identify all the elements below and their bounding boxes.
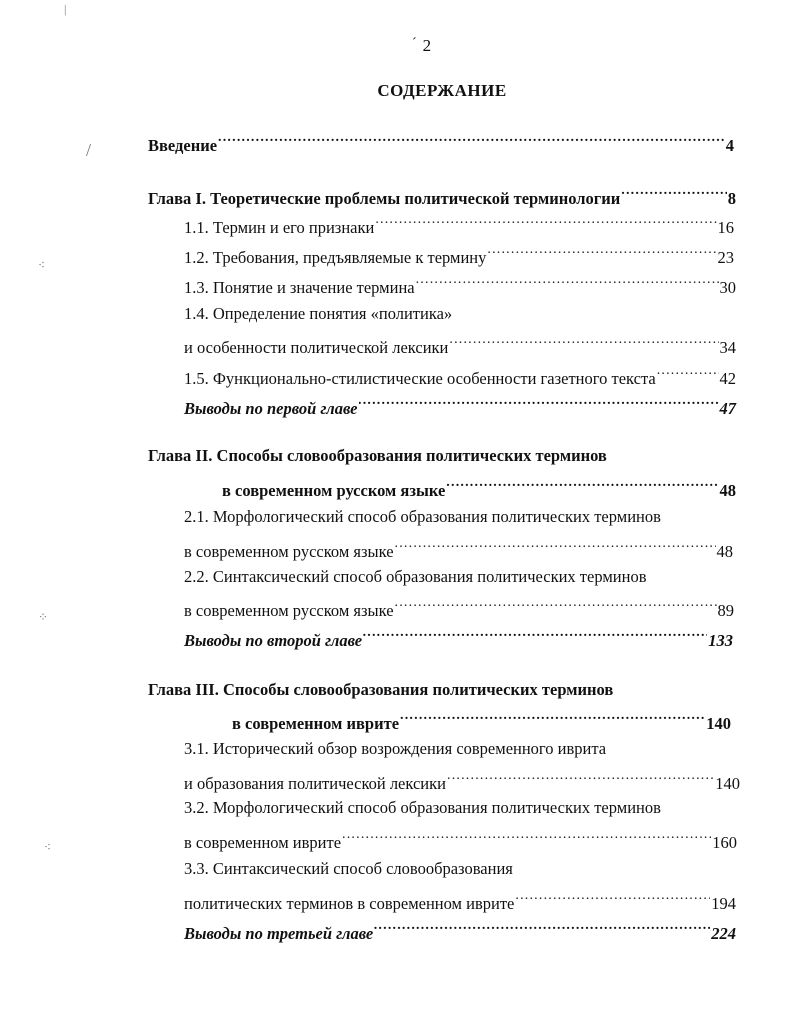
toc-entry-text: 1.5. Функционально-стилистические особенности газетного текста	[184, 369, 656, 388]
toc-page-number: 34	[719, 338, 736, 357]
dot-leader	[342, 828, 711, 848]
dot-leader	[363, 626, 707, 646]
toc-entry-intro[interactable]	[148, 131, 734, 156]
dot-leader	[447, 769, 714, 789]
scan-artifact: ⁖	[44, 840, 52, 854]
dot-leader	[657, 364, 719, 384]
toc-page-number: 4	[725, 136, 734, 155]
toc-entry-text: в современном русском языке	[184, 542, 394, 561]
toc-entry-text: Глава I. Теоретические проблемы политической терминологии	[148, 189, 621, 208]
toc-entry-text: в современном иврите	[184, 833, 342, 852]
dot-leader	[374, 919, 710, 939]
dot-leader	[487, 243, 716, 263]
toc-page-number: 8	[727, 189, 736, 208]
dot-leader	[449, 333, 718, 353]
toc-section-3-1-line1[interactable]: 3.1. Исторический обзор возрождения современного иврита	[184, 739, 607, 758]
toc-section-2-1-line1[interactable]: 2.1. Морфологический способ образования политических терминов	[184, 507, 661, 526]
scan-artifact: ⁖	[38, 258, 46, 272]
dot-leader	[395, 537, 716, 557]
page-title: СОДЕРЖАНИЕ	[377, 81, 507, 100]
dot-leader	[218, 131, 725, 151]
dot-leader	[395, 596, 717, 616]
dot-leader	[359, 394, 719, 414]
toc-section-3-2[interactable]	[184, 828, 737, 853]
toc-page-number: 16	[717, 218, 734, 237]
toc-section-1-3[interactable]	[184, 273, 736, 298]
dot-leader	[515, 889, 710, 909]
toc-conclusion-3[interactable]	[184, 919, 736, 944]
toc-section-2-2-line1[interactable]: 2.2. Синтаксический способ образования политических терминов	[184, 567, 647, 586]
dot-leader	[400, 709, 705, 729]
toc-section-3-3[interactable]	[184, 889, 736, 914]
toc-page-number: 30	[719, 278, 736, 297]
page-mark: ˊ	[412, 36, 417, 51]
scan-artifact: /	[86, 140, 92, 160]
dot-leader	[375, 213, 716, 233]
toc-page-number: 160	[712, 833, 737, 852]
toc-entry-text: в современном иврите	[232, 714, 400, 733]
toc-entry-text: 1.1. Термин и его признаки	[184, 218, 375, 237]
toc-page-number: 48	[716, 542, 733, 561]
toc-section-1-4[interactable]	[184, 333, 736, 358]
toc-chapter-3-line1[interactable]: Глава III. Способы словообразования политических терминов	[148, 680, 614, 699]
dot-leader	[621, 184, 726, 204]
toc-page-number: 140	[706, 714, 731, 733]
toc-section-3-2-line1[interactable]: 3.2. Морфологический способ образования политических терминов	[184, 798, 661, 817]
toc-page-number: 194	[711, 894, 736, 913]
scan-artifact: |	[64, 2, 67, 16]
toc-chapter-2[interactable]	[222, 476, 736, 501]
dot-leader	[416, 273, 719, 293]
toc-entry-text: Выводы по первой главе	[184, 399, 358, 418]
page-number-value: 2	[422, 36, 432, 55]
toc-entry-text: Выводы по третьей главе	[184, 924, 374, 943]
toc-page-number: 47	[719, 399, 736, 418]
toc-entry-text: и особенности политической лексики	[184, 338, 449, 357]
toc-page-number: 23	[717, 248, 734, 267]
toc-page-number: 140	[715, 774, 740, 793]
toc-section-1-1[interactable]	[184, 213, 734, 238]
toc-section-1-5[interactable]	[184, 364, 736, 389]
toc-conclusion-2[interactable]	[184, 626, 733, 651]
dot-leader	[446, 476, 718, 496]
toc-page-number: 224	[711, 924, 736, 943]
scan-artifact: ⁘	[38, 610, 49, 624]
toc-entry-text: в современном русском языке	[184, 601, 394, 620]
toc-page-number: 48	[719, 481, 736, 500]
toc-entry-text: в современном русском языке	[222, 481, 446, 500]
toc-chapter-1[interactable]	[148, 184, 736, 209]
toc-entry-text: и образования политической лексики	[184, 774, 446, 793]
toc-section-1-2[interactable]	[184, 243, 734, 268]
toc-entry-text: 1.2. Требования, предъявляемые к термину	[184, 248, 487, 267]
toc-section-2-1[interactable]	[184, 537, 733, 562]
toc-section-1-4-line1[interactable]: 1.4. Определение понятия «политика»	[184, 304, 453, 323]
toc-section-3-1[interactable]	[184, 769, 740, 794]
toc-section-3-3-line1[interactable]: 3.3. Синтаксический способ словообразования	[184, 859, 513, 878]
toc-entry-text: Введение	[148, 136, 218, 155]
toc-page-number: 42	[719, 369, 736, 388]
toc-page-number: 89	[717, 601, 734, 620]
toc-section-2-2[interactable]	[184, 596, 734, 621]
toc-page-number: 133	[708, 631, 733, 650]
toc-entry-text: Выводы по второй главе	[184, 631, 363, 650]
toc-entry-text: политических терминов в современном иврите	[184, 894, 515, 913]
toc-conclusion-1[interactable]	[184, 394, 736, 419]
page-number	[412, 36, 431, 56]
toc-entry-text: 1.3. Понятие и значение термина	[184, 278, 415, 297]
toc-chapter-2-line1[interactable]: Глава II. Способы словообразования политических терминов	[148, 446, 607, 465]
toc-chapter-3[interactable]	[232, 709, 731, 734]
